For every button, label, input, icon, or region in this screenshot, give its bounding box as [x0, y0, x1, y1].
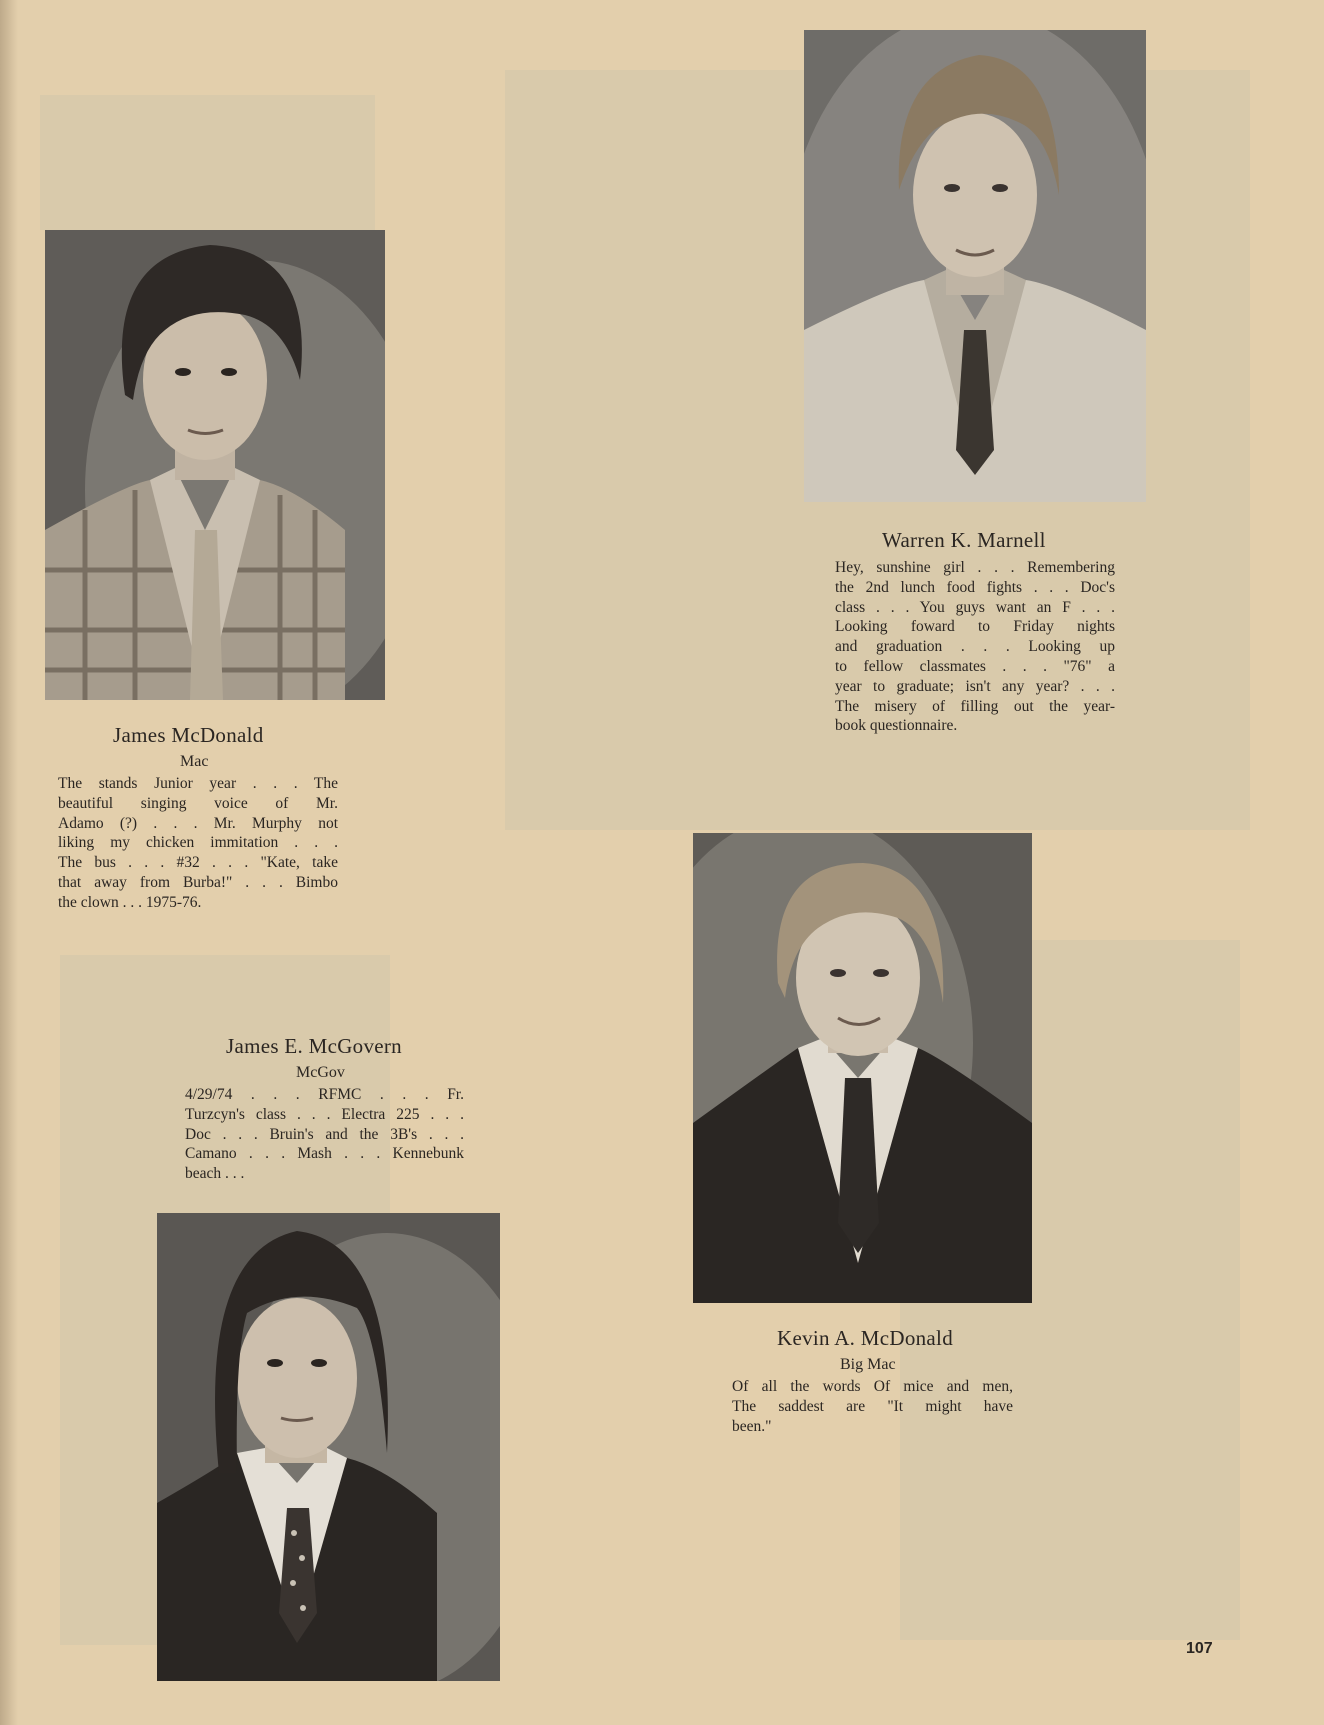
blurb-line: Doc . . . Bruin's and the 3B's . . .: [185, 1125, 464, 1143]
student-name: Kevin A. McDonald: [777, 1326, 953, 1350]
blurb-line: book questionnaire.: [835, 717, 958, 735]
page-binding-shadow: [0, 0, 18, 1725]
blurb-line: Camano . . . Mash . . . Kennebunk: [185, 1145, 464, 1163]
student-name: Warren K. Marnell: [882, 528, 1046, 552]
student-nickname: McGov: [296, 1064, 345, 1081]
blurb-line: Turzcyn's class . . . Electra 225 . . .: [185, 1105, 464, 1123]
student-nickname: Big Mac: [840, 1356, 896, 1373]
blurb-line: the clown . . . 1975-76.: [58, 893, 202, 911]
blurb-line: beach . . .: [185, 1165, 245, 1183]
student-blurb: [835, 558, 1115, 736]
student-nickname: Mac: [180, 753, 209, 770]
blurb-line: The misery of filling out the year-: [835, 697, 1115, 715]
portrait-warren-marnell: [804, 30, 1146, 502]
blurb-line: been.": [732, 1417, 772, 1435]
blurb-line: beautiful singing voice of Mr.: [58, 794, 338, 812]
blurb-line: class . . . You guys want an F . . .: [835, 598, 1115, 616]
blurb-line: Looking foward to Friday nights: [835, 618, 1115, 636]
blurb-line: 4/29/74 . . . RFMC . . . Fr.: [185, 1086, 464, 1103]
blurb-line: to fellow classmates . . . "76" a: [835, 657, 1115, 675]
student-name: James E. McGovern: [226, 1034, 402, 1058]
blurb-line: and graduation . . . Looking up: [835, 638, 1115, 656]
student-blurb: [58, 774, 338, 913]
blurb-line: Of all the words Of mice and men,: [732, 1378, 1013, 1395]
portrait-kevin-mcdonald: [693, 833, 1032, 1303]
portrait-james-mcdonald: [45, 230, 385, 700]
blurb-line: The bus . . . #32 . . . "Kate, take: [58, 854, 338, 872]
blurb-line: year to graduate; isn't any year? . . .: [835, 677, 1115, 695]
blurb-line: the 2nd lunch food fights . . . Doc's: [835, 578, 1115, 596]
portrait-james-mcgovern: [157, 1213, 500, 1681]
student-name: James McDonald: [113, 723, 264, 747]
blurb-line: The saddest are "It might have: [732, 1397, 1013, 1415]
show-through-block: [40, 95, 375, 230]
blurb-line: Adamo (?) . . . Mr. Murphy not: [58, 814, 338, 832]
blurb-line: The stands Junior year . . . The: [58, 775, 338, 792]
page-number: 107: [1186, 1640, 1213, 1657]
blurb-line: Hey, sunshine girl . . . Remembering: [835, 559, 1115, 576]
blurb-line: liking my chicken immitation . . .: [58, 834, 338, 852]
student-blurb: [185, 1085, 464, 1184]
blurb-line: that away from Burba!" . . . Bimbo: [58, 873, 338, 891]
student-blurb: [732, 1377, 1013, 1436]
